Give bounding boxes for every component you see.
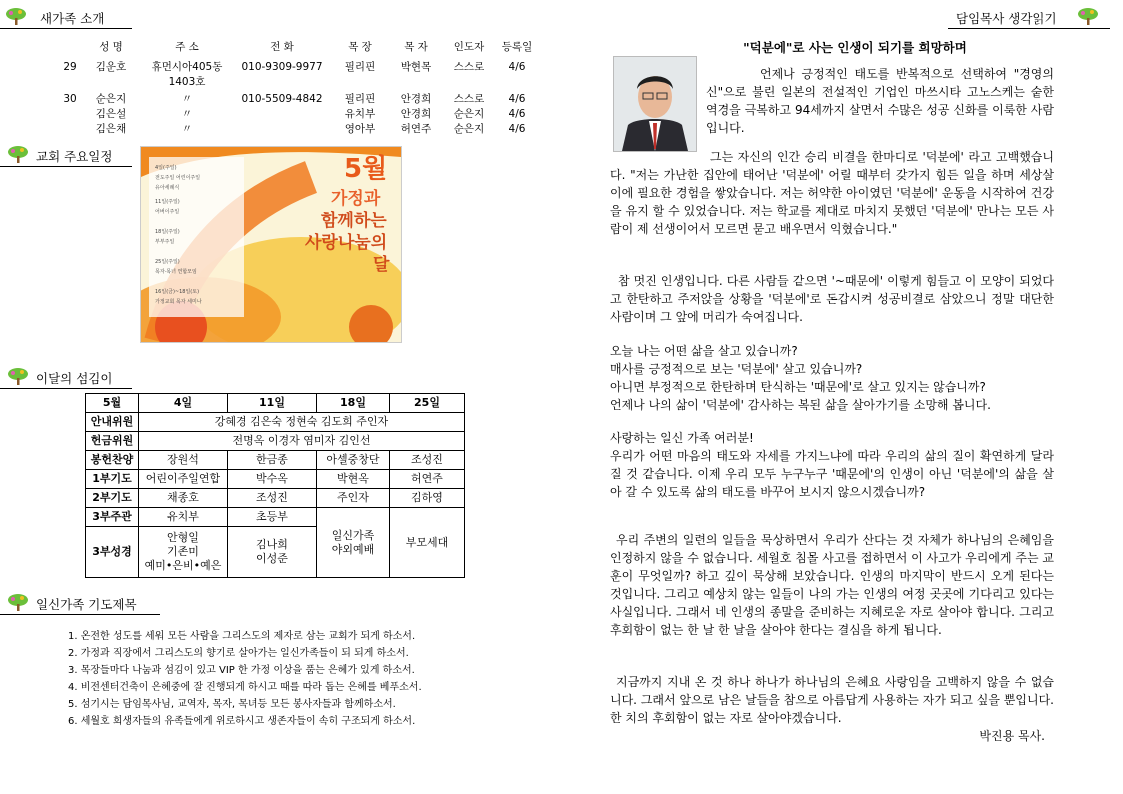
svg-text:4일(주일): 4일(주일)	[155, 165, 177, 171]
table-row	[86, 508, 465, 527]
tree-icon	[1076, 6, 1100, 26]
pastor-photo	[613, 56, 697, 152]
new-family-header	[0, 6, 132, 29]
schedule-header	[0, 144, 132, 167]
cell: 박현옥	[317, 470, 390, 489]
row-date: 4/6	[508, 93, 526, 105]
cell: 유치부	[139, 508, 228, 527]
list-item: 3. 목장들마다 나눔과 섬김이 있고 VIP 한 가정 이상을 품는 은혜가 있게 하소서.	[68, 665, 415, 676]
row-label: 2부기도	[86, 489, 139, 508]
row-date: 4/6	[508, 108, 526, 120]
cell-line: 기존미	[167, 545, 199, 558]
row-number: 29	[63, 61, 77, 73]
row-leader: 안경희	[400, 108, 432, 120]
banner-line1: 가정과	[331, 189, 381, 209]
row-name: 순은지	[95, 93, 127, 105]
pastor-column-heading: 담임목사 생각읽기	[956, 11, 1057, 26]
article-paragraph: 사랑하는 일신 가족 여러분! 우리가 어떤 마음의 태도와 자세를 가지느냐에 따라 우리의 삶의 질이 확연하게 달라질 것 같습니다. 이제 우리 모두 누구누구 '때문에'의 인생이 아닌 '덕분에'의 삶을 살아 갈 수 있도록 삶의 태도를 바꾸어 보시지 않으시겠습니까?	[610, 431, 1054, 499]
table-row	[60, 60, 540, 90]
cell: 초등부	[228, 508, 317, 527]
article-paragraph: 언제나 긍정적인 태도를 반복적으로 선택하여 "경영의 신"으로 불린 일본의 전설적인 기업인 마쓰시타 고노스케는 숱한 역경을 극복하고 94세까지 살면서 수많은 성공 신화를 이룩한 사람입니다.	[706, 67, 1054, 135]
parents-cell: 부모세대	[390, 508, 465, 578]
list-item: 4. 비전센터건축이 은혜중에 잘 진행되게 하시고 때를 따라 돕는 은혜를 베푸소서.	[68, 682, 422, 693]
col-leader: 목 자	[404, 41, 428, 53]
table-row	[60, 122, 540, 137]
col-phone: 전 화	[270, 41, 294, 53]
signature: 박진용 목사.	[979, 729, 1045, 743]
svg-text:부부주일: 부부주일	[155, 239, 175, 245]
article-paragraph: 참 멋진 인생입니다. 다른 사람들 같으면 '~때문에' 이렇게 힘들고 이 모양이 되었다고 한탄하고 주저앉을 상황을 '덕분에'로 돈갑시켜 성공비결로 삼았으니 정말 대단한 사람이며 그 앞에 머리가 숙여집니다.	[610, 274, 1054, 324]
cell: 장원석	[139, 451, 228, 470]
header-month: 5월	[86, 394, 139, 413]
new-family-heading: 새가족 소개	[40, 11, 105, 26]
svg-text:가정교회 목자 세미나: 가정교회 목자 세미나	[155, 299, 202, 305]
row-number: 30	[63, 93, 77, 105]
pastor-column-header	[948, 6, 1110, 29]
cell: 주인자	[317, 489, 390, 508]
list-item: 5. 섬기시는 담임목사님, 교역자, 목자, 목녀등 모든 봉사자들과 함께하소서.	[68, 699, 396, 710]
scripture-cell-2	[228, 527, 317, 578]
row-phone: 010-9309-9977	[241, 61, 323, 73]
row-label: 3부주관	[86, 508, 139, 527]
banner-line3: 사랑나눔의	[305, 233, 388, 253]
table-row	[60, 90, 540, 107]
service-table	[85, 393, 465, 578]
row-leader: 박현목	[400, 61, 432, 73]
cell-line: 이성준	[256, 552, 288, 565]
table-row	[60, 107, 540, 122]
outing-line1: 일신가족	[331, 528, 375, 542]
header-week3: 18일	[317, 394, 390, 413]
banner-line2: 함께하는	[321, 211, 387, 231]
tree-icon	[6, 144, 30, 164]
row-name: 김운호	[95, 61, 127, 73]
cell: 허연주	[390, 470, 465, 489]
table-row	[86, 489, 465, 508]
col-name: 성 명	[99, 41, 123, 53]
row-label: 1부기도	[86, 470, 139, 489]
row-phone	[232, 107, 332, 122]
cell: 아셀중창단	[317, 451, 390, 470]
svg-text:어버이주일: 어버이주일	[155, 209, 180, 215]
row-leader: 안경희	[400, 93, 432, 105]
row-phone	[232, 122, 332, 137]
col-address: 주 소	[175, 41, 199, 53]
row-group: 영아부	[344, 123, 376, 135]
row-label: 헌금위원	[86, 432, 139, 451]
row-name: 김은설	[95, 108, 127, 120]
prayer-header	[0, 592, 160, 615]
guide-members: 강혜경 김은숙 정현숙 김도희 주인자	[139, 413, 465, 432]
list-item: 2. 가정과 직장에서 그리스도의 향기로 살아가는 일신가족들이 되 되게 하소서.	[68, 648, 409, 659]
header-week1: 4일	[139, 394, 228, 413]
schedule-banner	[140, 146, 402, 343]
tree-icon	[6, 592, 30, 612]
row-number	[60, 107, 80, 122]
row-label: 3부성경	[86, 527, 139, 578]
merged-outing-cell	[317, 508, 390, 578]
svg-text:25일(주일): 25일(주일)	[155, 259, 180, 265]
row-address: 휴먼시아405동 1403호	[151, 61, 223, 88]
col-date: 등록일	[501, 41, 533, 53]
col-guide: 인도자	[453, 41, 485, 53]
cell: 김하영	[390, 489, 465, 508]
article-paragraph: 그는 자신의 인간 승리 비결을 한마디로 '덕분에' 라고 고백했습니다. "저는 가난한 집안에 태어난 '덕분에' 어릴 때부터 갖가지 힘든 일을 하며 세상살이에 필요한 경험을 쌓았습니다. 저는 허약한 아이였던 '덕분에' 운동을 시작하여 건강을 유지 할 수 있었습니다. 저는 학교를 제대로 마치지 못했던 '덕분에' 만나는 모든 사람이 제 선생이어서 모르면 묻고 배우면서 익혔습니다."	[610, 150, 1054, 236]
scripture-cell-1	[139, 527, 228, 578]
header-week2: 11일	[228, 394, 317, 413]
offering-members: 전명옥 이경자 염미자 김인선	[139, 432, 465, 451]
svg-text:18일(주일): 18일(주일)	[155, 229, 180, 235]
cell-line: 안형일	[167, 531, 199, 544]
row-number	[60, 122, 80, 137]
svg-text:11일(주일): 11일(주일)	[155, 199, 180, 205]
row-group: 필리핀	[344, 93, 376, 105]
cell: 어린이주일연합	[139, 470, 228, 489]
row-guide: 스스로	[453, 61, 485, 73]
svg-text:전도주일 어린이주일: 전도주일 어린이주일	[155, 175, 201, 181]
row-name: 김은채	[95, 123, 127, 135]
schedule-heading: 교회 주요일정	[36, 149, 113, 164]
table-row	[86, 432, 465, 451]
row-address: 〃	[181, 123, 193, 135]
svg-text:목자·목녀 연합모임: 목자·목녀 연합모임	[155, 269, 197, 275]
header-week4: 25일	[390, 394, 465, 413]
cell-line: 김나희	[256, 538, 288, 551]
row-phone: 010-5509-4842	[241, 93, 323, 105]
list-item: 6. 세월호 희생자들의 유족들에게 위로하시고 생존자들이 속히 구조되게 하소서.	[68, 716, 416, 727]
row-leader: 허연주	[400, 123, 432, 135]
row-address: 〃	[181, 108, 193, 120]
cell: 박수옥	[228, 470, 317, 489]
svg-text:16일(금)~18일(토): 16일(금)~18일(토)	[155, 289, 200, 295]
row-guide: 스스로	[453, 93, 485, 105]
tree-icon	[4, 6, 28, 26]
article-paragraph: 우리 주변의 일련의 일들을 묵상하면서 우리가 산다는 것 자체가 하나님의 은혜임을 인정하지 않을 수 없습니다. 세월호 침몰 사고를 접하면서 이 사고가 우리에게 주는 교훈이 무엇일까? 하고 깊이 묵상해 보았습니다. 인생의 마지막이 반드시 오게 된다는 것입니다. 그리고 예상치 않는 일들이 나의 가는 인생의 여정 곳곳에 기다리고 있다는 사실입니다. 그래서 네 인생의 종말을 준비하는 지혜로운 자로 살아야 합니다. 그리고 후회함이 없는 한 날 한 날을 살아야 한다는 결심을 하게 됩니다.	[610, 533, 1054, 637]
cell: 조성진	[228, 489, 317, 508]
cell: 조성진	[390, 451, 465, 470]
row-address: 〃	[181, 93, 193, 105]
banner-big-number: 5월	[344, 154, 388, 184]
row-group: 필리핀	[344, 61, 376, 73]
table-header-row	[60, 40, 540, 60]
prayer-list	[68, 628, 422, 730]
table-header-row	[86, 394, 465, 413]
row-date: 4/6	[508, 123, 526, 135]
svg-text:유아세례식: 유아세례식	[155, 185, 180, 191]
article-title: "덕분에"로 사는 인생이 되기를 희망하며	[743, 40, 967, 55]
cell-line: 예미•은비•예은	[144, 559, 222, 572]
row-label: 봉헌찬양	[86, 451, 139, 470]
table-row	[86, 451, 465, 470]
service-header	[0, 366, 132, 389]
table-row	[86, 470, 465, 489]
row-group: 유치부	[344, 108, 376, 120]
article-paragraph: 오늘 나는 어떤 삶을 살고 있습니까? 매사를 긍정적으로 보는 '덕분에' 살고 있습니까? 아니면 부정적으로 한탄하며 탄식하는 '때문에'로 살고 있지는 않습니까? 언제나 나의 삶이 '덕분에' 감사하는 복된 삶을 살아가기를 소망해 봅니다.	[610, 344, 991, 412]
row-date: 4/6	[508, 61, 526, 73]
outing-line2: 야외예배	[331, 542, 375, 556]
prayer-heading: 일신가족 기도제목	[36, 597, 137, 612]
cell: 한금종	[228, 451, 317, 470]
service-heading: 이달의 섬김이	[36, 371, 113, 386]
article-paragraph: 지금까지 지내 온 것 하나 하나가 하나님의 은혜요 사랑임을 고백하지 않을 수 없습니다. 그래서 앞으로 남은 날들을 참으로 아름답게 사용하는 자가 되고 싶을 뿐입니다. 한 치의 후회함이 없는 자로 살아야겠습니다.	[610, 675, 1054, 725]
col-group: 목 장	[348, 41, 372, 53]
tree-icon	[6, 366, 30, 386]
cell: 채종호	[139, 489, 228, 508]
row-label: 안내위원	[86, 413, 139, 432]
row-guide: 순은지	[453, 123, 485, 135]
row-guide: 순은지	[453, 108, 485, 120]
banner-line4: 달	[373, 255, 390, 275]
new-family-table	[60, 40, 540, 137]
table-row	[86, 413, 465, 432]
list-item: 1. 온전한 성도를 세워 모든 사람을 그리스도의 제자로 삼는 교회가 되게 하소서.	[68, 631, 416, 642]
